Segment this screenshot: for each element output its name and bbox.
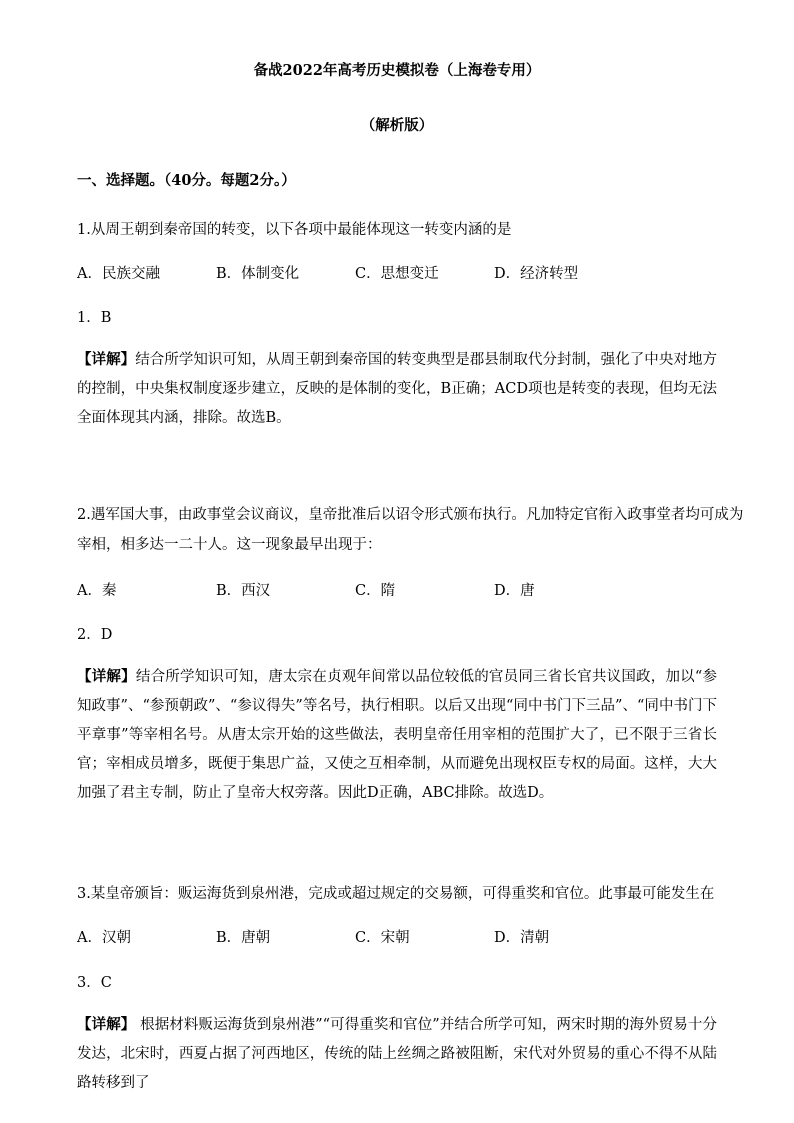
explanation-text: 根据材料贩运海货到泉州港”“可得重奖和官位”并结合所学可知，两宋时期的海外贸易十分发达，北宋时，西夏占据了河西地区，传统的陆上丝绸之路被阻断，宋代对外贸易的重心不得不从陆路转移到了 xyxy=(77,1017,717,1091)
question-3-answer: 3．C xyxy=(77,975,112,991)
explanation-text: 结合所学知识可知，从周王朝到秦帝国的转变典型是郡县制取代分封制，强化了中央对地方的控制，中央集权制度逐步建立，反映的是体制的变化，B正确；ACD项也是转变的表现，但均无法全面体现其内涵，排除。故选B。 xyxy=(77,352,717,426)
question-3-option-a: A．汉朝 xyxy=(77,930,131,946)
question-3-option-c: C．宋朝 xyxy=(355,930,410,946)
explanation-text: 结合所学知识可知，唐太宗在贞观年间常以品位较低的官员同三省长官共议国政，加以“参知政事”、“参预朝政”、“参议得失”等名号，执行相职。以后又出现“同中书门下三品”、“同中书门下平章事”等宰相名号。从唐太宗开始的这些做法，表明皇帝任用宰相的范围扩大了，已不限于三省长官；宰相成员增多，既便于集思广益，又使之互相牵制，从而避免出现权臣专权的局面。这样，大大加强了君主专制，防止了皇帝大权旁落。因此D正确，ABC排除。故选D。 xyxy=(77,669,718,801)
document-subtitle: （解析版） xyxy=(360,117,434,134)
question-2-stem-line-2: 宰相，相多达一二十人。这一现象最早出现于： xyxy=(77,537,382,553)
question-2-explanation xyxy=(77,662,717,808)
question-1-option-c: C．思想变迁 xyxy=(355,266,439,282)
question-3-option-d: D．清朝 xyxy=(494,930,550,946)
question-3-explanation xyxy=(77,1010,717,1098)
question-2-answer: 2．D xyxy=(77,627,113,643)
question-3-option-b: B．唐朝 xyxy=(216,930,271,946)
question-3-stem: 3.某皇帝颁旨：贩运海货到泉州港，完成或超过规定的交易额，可得重奖和官位。此事最可能发生在 xyxy=(77,886,715,902)
question-2-stem-line-1: 2.遇军国大事，由政事堂会议商议，皇帝批准后以诏令形式颁布执行。凡加特定官衔入政事堂者均可成为 xyxy=(77,507,744,523)
question-1-answer: 1．B xyxy=(77,310,112,326)
question-1-option-d: D．经济转型 xyxy=(494,266,579,282)
question-1-explanation xyxy=(77,345,717,433)
question-1-option-b: B．体制变化 xyxy=(216,266,300,282)
explanation-tag: 【详解】 xyxy=(77,668,136,685)
explanation-tag: 【详解】 xyxy=(77,1016,136,1033)
section-heading: 一、选择题。（40分。每题2分。） xyxy=(77,172,296,189)
explanation-tag: 【详解】 xyxy=(77,351,136,368)
question-1-stem: 1.从周王朝到秦帝国的转变，以下各项中最能体现这一转变内涵的是 xyxy=(77,222,512,238)
document-title: 备战2022年高考历史模拟卷（上海卷专用） xyxy=(253,62,541,79)
question-2-option-a: A．秦 xyxy=(77,583,117,599)
question-2-option-b: B．西汉 xyxy=(216,583,271,599)
question-1-option-a: A．民族交融 xyxy=(77,266,160,282)
question-2-option-c: C．隋 xyxy=(355,583,396,599)
question-2-option-d: D．唐 xyxy=(494,583,535,599)
